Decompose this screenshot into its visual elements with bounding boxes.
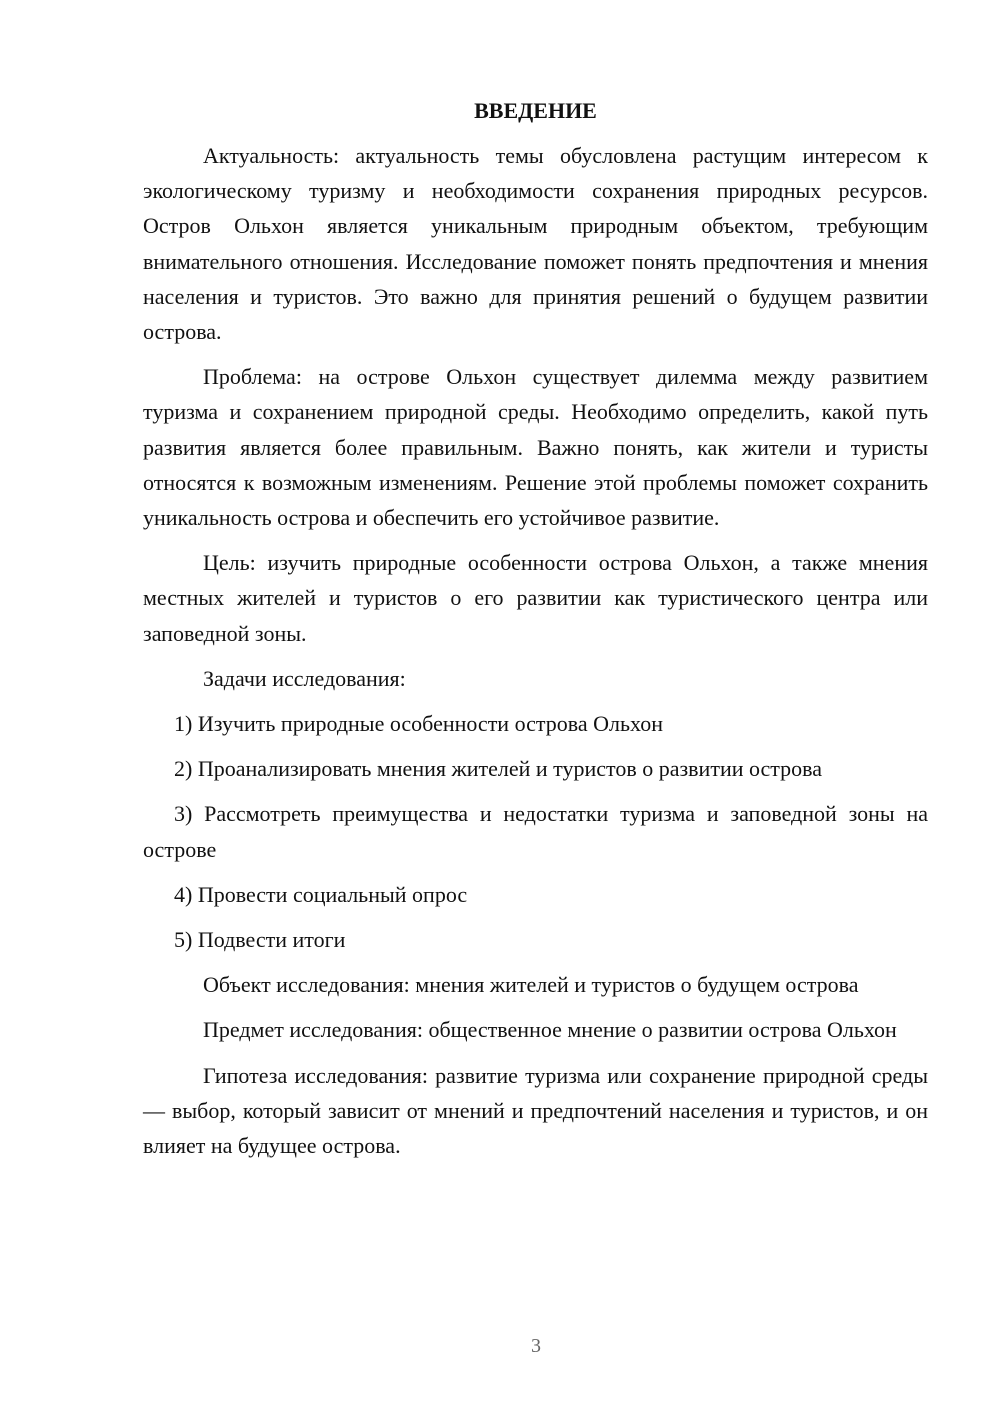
task-item-1: 1) Изучить природные особенности острова Ольхон — [174, 711, 663, 737]
object-paragraph: Объект исследования: мнения жителей и туристов о будущем острова — [203, 972, 859, 998]
document-page — [143, 95, 928, 1173]
tasks-title: Задачи исследования: — [203, 665, 406, 691]
subject-paragraph: Предмет исследования: общественное мнение о развитии острова Ольхон — [203, 1017, 897, 1043]
problem-paragraph: Проблема: на острове Ольхон существует дилемма между развитием туризма и сохранением природной среды. Необходимо определить, какой путь развития является более правильным. Важно понять, как жители и туристы относятся к возможным изменениям. Решение этой проблемы поможет сохранить уникальность острова и обеспечить его устойчивое развитие. — [143, 364, 928, 531]
page-number: 3 — [531, 1335, 541, 1357]
hypothesis-paragraph: Гипотеза исследования: развитие туризма или сохранение природной среды — выбор, который зависит от мнений и предпочтений населения и туристов, и он влияет на будущее острова. — [143, 1062, 928, 1159]
task-item-4: 4) Провести социальный опрос — [174, 881, 468, 907]
section-heading: ВВЕДЕНИЕ — [474, 98, 597, 123]
task-item-5: 5) Подвести итоги — [174, 927, 346, 953]
task-item-2: 2) Проанализировать мнения жителей и туристов о развитии острова — [174, 756, 823, 782]
task-item-3: 3) Рассмотреть преимущества и недостатки туризма и заповедной зоны на острове — [143, 801, 928, 862]
goal-paragraph: Цель: изучить природные особенности острова Ольхон, а также мнения местных жителей и туристов о его развитии как туристического центра или заповедной зоны. — [143, 550, 928, 646]
relevance-paragraph: Актуальность: актуальность темы обусловлена растущим интересом к экологическому туризму и необходимости сохранения природных ресурсов. Остров Ольхон является уникальным природным объектом, требующим внимательного отношения. Исследование поможет понять предпочтения и мнения населения и туристов. Это важно для принятия решений о будущем развитии острова. — [143, 143, 928, 345]
